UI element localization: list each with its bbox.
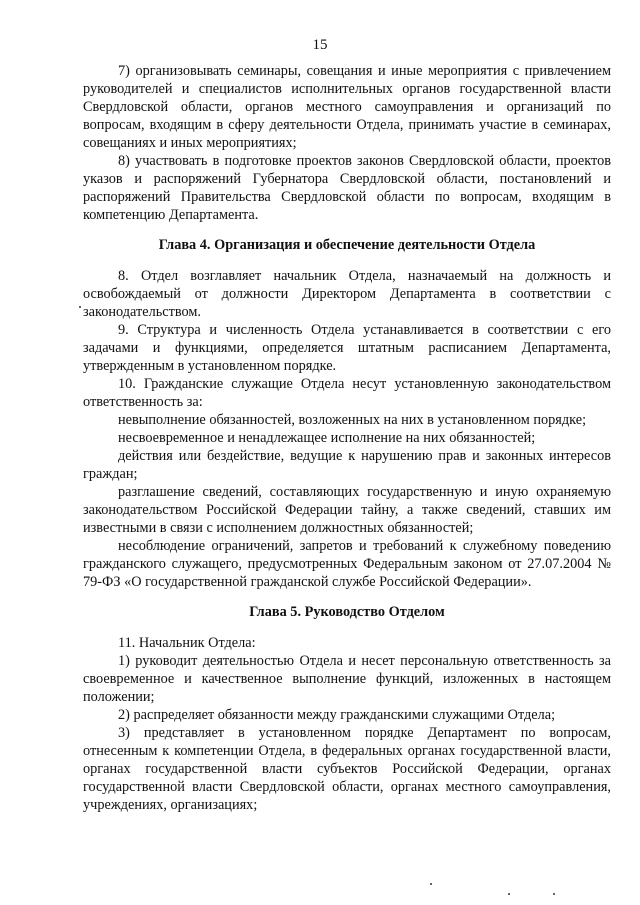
chapter-5-heading: Глава 5. Руководство Отделом: [249, 604, 445, 620]
document-body: [83, 62, 611, 814]
scan-speck: [430, 883, 432, 885]
scan-speck: [508, 893, 510, 895]
paragraph-item-8: 8) участвовать в подготовке проектов законов Свердловской области, проектов указов и распоряжений Губернатора Свердловской области, постановлений и распоряжений Правительства Свердловской области по вопросам, входящим в компетенцию Департамента.: [83, 153, 611, 223]
liability-item-noncompliance: несоблюдение ограничений, запретов и требований к служебному поведению гражданского служащего, предусмотренных Федеральным законом от 27.07.2004 № 79-ФЗ «О государственной гражданской службе Российской Федерации».: [83, 538, 611, 590]
paragraph-clause-8: 8. Отдел возглавляет начальник Отдела, назначаемый на должность и освобождаемый от должности Директором Департамента в соответствии с законодательством.: [83, 268, 611, 320]
liability-item-nonfulfillment: невыполнение обязанностей, возложенных на них в установленном порядке;: [118, 412, 587, 428]
head-duty-3: 3) представляет в установленном порядке Департамент по вопросам, отнесенным к компетенции Отдела, в федеральных органах государственной власти, органах государственной власти субъектов Российской Федерации, органах государственной власти Свердловской области, органах местного самоуправления, учреждениях, организациях;: [83, 725, 611, 813]
liability-item-disclosure: разглашение сведений, составляющих государственную и иную охраняемую законодательством Российской Федерации тайну, а также сведений, ставших им известными в связи с исполнением должностных обязанностей;: [83, 484, 611, 536]
head-duty-2: 2) распределяет обязанности между гражданскими служащими Отдела;: [118, 707, 556, 723]
head-duty-1: 1) руководит деятельностью Отдела и несет персональную ответственность за своевременное и качественное выполнение функций, изложенных в настоящем положении;: [83, 653, 611, 705]
chapter-4-heading: Глава 4. Организация и обеспечение деятельности Отдела: [158, 237, 536, 253]
scan-speck: [79, 306, 81, 308]
paragraph-item-7: 7) организовывать семинары, совещания и иные мероприятия с привлечением руководителей и специалистов исполнительных органов государственной власти Свердловской области, органов местного самоуправления и организаций по вопросам, входящим в сферу деятельности Отдела, принимать участие в семинарах, совещаниях и иных мероприятиях;: [83, 63, 611, 151]
paragraph-clause-10: 10. Гражданские служащие Отдела несут установленную законодательством ответственность за:: [83, 376, 611, 410]
page-number: 15: [312, 37, 328, 53]
paragraph-clause-9: 9. Структура и численность Отдела устанавливается в соответствии с его задачами и функциями, определяется штатным расписанием Департамента, утвержденным в установленном порядке.: [83, 322, 611, 374]
liability-item-untimely: несвоевременное и ненадлежащее исполнение на них обязанностей;: [118, 430, 536, 446]
paragraph-clause-11: 11. Начальник Отдела:: [118, 635, 256, 651]
scan-speck: [553, 893, 555, 895]
liability-item-rights-violation: действия или бездействие, ведущие к нарушению прав и законных интересов граждан;: [83, 448, 611, 482]
